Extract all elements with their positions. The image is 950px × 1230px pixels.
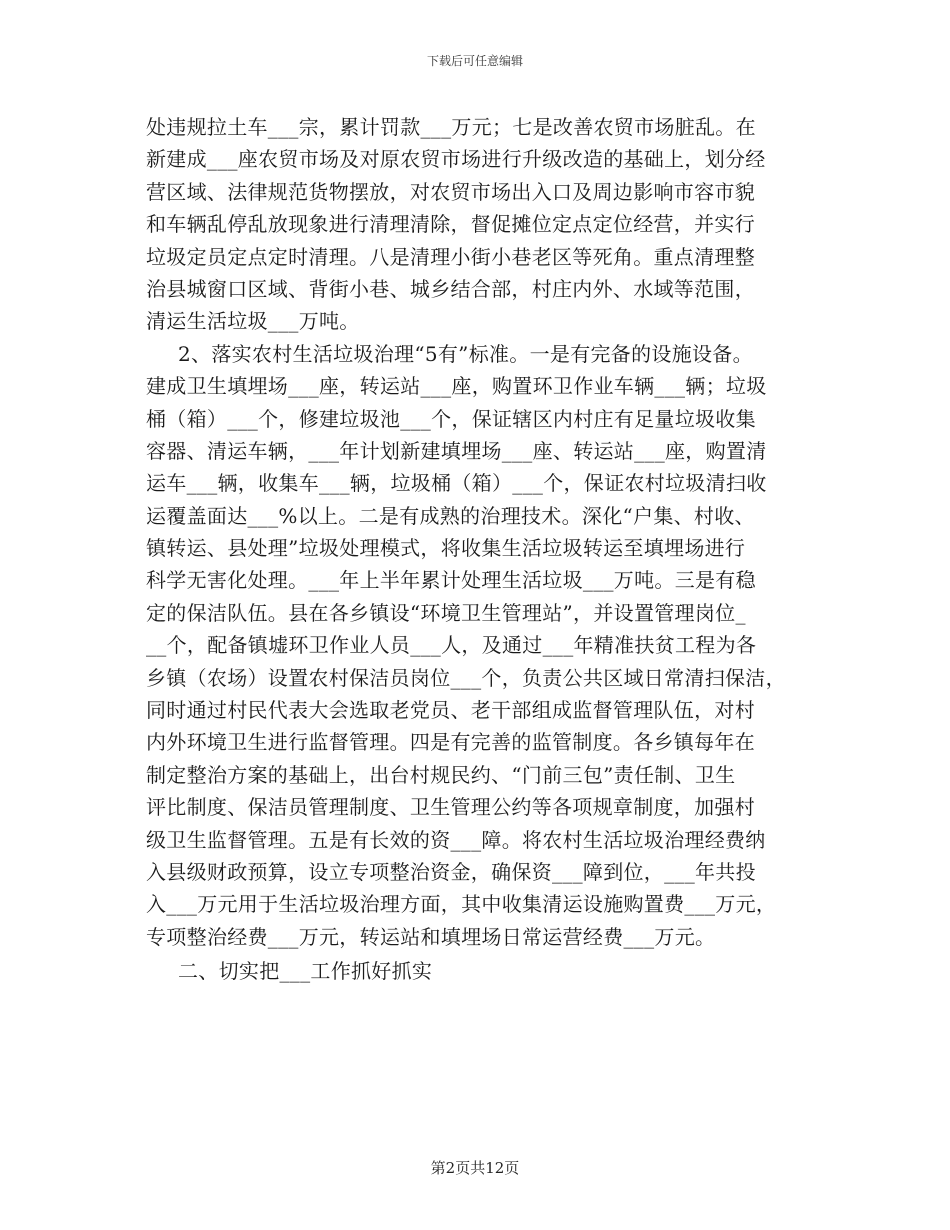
body-line: 内外环境卫生进行监督管理。四是有完善的监管制度。各乡镇每年在: [146, 730, 755, 755]
body-line: 评比制度、保洁员管理制度、卫生管理公约等各项规章制度，加强村: [146, 795, 755, 820]
body-line: 新建成___座农贸市场及对原农贸市场进行升级改造的基础上，划分经: [146, 147, 766, 172]
body-line: 同时通过村民代表大会选取老党员、老干部组成监督管理队伍，对村: [146, 698, 755, 723]
body-line: 容器、清运车辆，___年计划新建填埋场___座、转运站___座，购置清: [146, 438, 767, 463]
body-line: __个，配备镇墟环卫作业人员___人，及通过___年精准扶贫工程为各: [146, 633, 757, 658]
body-line: 处违规拉土车___宗，累计罚款___万元；七是改善农贸市场脏乱。在: [146, 115, 756, 139]
body-line: 制定整治方案的基础上，出台村规民约、“门前三包”责任制、卫生: [146, 762, 736, 787]
body-line: 营区域、法律规范货物摆放，对农贸市场出入口及周边影响市容市貌: [146, 179, 755, 204]
page-number-footer: 第2页共12页: [430, 1159, 520, 1177]
paragraph-start-line: 2、落实农村生活垃圾治理“5有”标准。一是有完备的设施设备。: [178, 341, 753, 366]
document-body: [146, 111, 826, 988]
body-line: 入县级财政预算，设立专项整治资金，确保资___障到位，___年共投: [146, 859, 756, 884]
body-line: 清运生活垃圾___万吨。: [146, 309, 360, 334]
body-line: 治县城窗口区域、背街小巷、城乡结合部，村庄内外、水域等范围，: [146, 276, 755, 301]
body-line: 乡镇（农场）设置农村保洁员岗位___个，负责公共区域日常清扫保洁，: [146, 665, 786, 690]
body-line: 定的保洁队伍。县在各乡镇设“环境卫生管理站”，并设置管理岗位_: [146, 600, 746, 625]
body-line: 镇转运、县处理”垃圾处理模式，将收集生活垃圾转运至填埋场进行: [146, 536, 746, 561]
body-line: 运车___辆，收集车___辆，垃圾桶（箱）___个，保证农村垃圾清扫收: [146, 471, 767, 496]
body-line: 桶（箱）___个，修建垃圾池___个，保证辖区内村庄有足量垃圾收集: [146, 406, 756, 431]
body-line: 和车辆乱停乱放现象进行清理清除，督促摊位定点定位经营，并实行: [146, 212, 755, 237]
body-line: 运覆盖面达___%以上。二是有成熟的治理技术。深化“户集、村收、: [146, 503, 755, 528]
body-line: 专项整治经费___万元，转运站和填埋场日常运营经费___万元。: [146, 924, 716, 949]
body-line: 垃圾定员定点定时清理。八是清理小街小巷老区等死角。重点清理整: [146, 244, 755, 269]
body-line: 入___万元用于生活垃圾治理方面，其中收集清运设施购置费___万元，: [146, 892, 777, 917]
body-line: 建成卫生填埋场___座，转运站___座，购置环卫作业车辆___辆；垃圾: [146, 374, 767, 399]
section-heading: 二、切实把___工作抓好抓实: [178, 959, 433, 984]
page-header: 下载后可任意编辑: [426, 54, 523, 68]
body-line: 级卫生监督管理。五是有长效的资___障。将农村生活垃圾治理经费纳: [146, 827, 766, 852]
body-line: 科学无害化处理。___年上半年累计处理生活垃圾___万吨。三是有稳: [146, 568, 756, 593]
